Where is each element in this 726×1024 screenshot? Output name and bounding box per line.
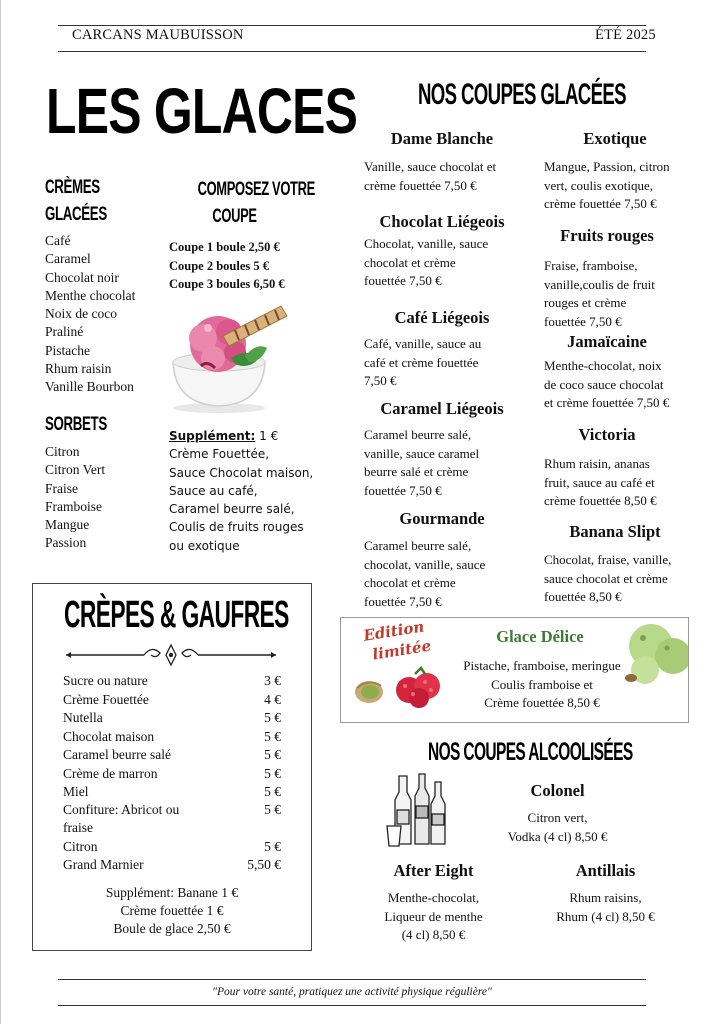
coupe-antillais	[538, 861, 673, 926]
coupe-name: Victoria	[578, 425, 636, 444]
coupe-jamaicaine	[532, 332, 682, 413]
crepe-item: fraise	[63, 820, 93, 835]
crepe-supplement: Supplément: Banane 1 €	[105, 885, 239, 900]
coupe-description: Citron vert, Vodka (4 cl) 8,50 €	[507, 810, 608, 844]
coupe-victoria	[532, 425, 682, 511]
crepe-item: Crème de marron 5 €	[63, 766, 281, 781]
footer-health-notice: "Pour votre santé, pratiquez une activité physique régulière"	[212, 986, 492, 998]
ornament-divider-icon	[62, 643, 280, 667]
coupe-description: Rhum raisin, ananas fruit, sauce au café et crème fouettée 8,50 €	[544, 456, 657, 508]
page-title: LES GLACES	[46, 75, 358, 147]
pistachio-icon	[349, 670, 389, 710]
coupe-name: Gourmande	[399, 509, 485, 528]
footer-top-rule	[58, 979, 646, 980]
cremes-list	[45, 232, 135, 397]
coupe-description: Menthe-chocolat, noix de coco sauce chocolat et crème fouettée 7,50 €	[544, 358, 670, 410]
coupe-fruits-rouges	[532, 226, 682, 331]
supplement-item: Coulis de fruits rouges	[169, 520, 304, 535]
header-location: CARCANS MAUBUISSON	[72, 27, 244, 43]
list-item: Fraise	[45, 480, 78, 496]
crepe-item: Sucre ou nature 3 €	[63, 673, 281, 688]
compose-option: Coupe 2 boules 5 €	[169, 258, 270, 273]
crepes-heading: CRÈPES & GAUFRES	[64, 594, 289, 636]
list-item: Pistache	[45, 342, 90, 358]
coupe-name: After Eight	[393, 861, 474, 880]
crepe-supplement: Boule de glace 2,50 €	[113, 921, 231, 936]
supplement-item: Sauce Chocolat maison,	[169, 465, 314, 480]
coupe-cafe-liegeois	[356, 308, 528, 391]
list-item: Vanille Bourbon	[45, 379, 134, 395]
crepe-item: Miel 5 €	[63, 784, 281, 799]
coupe-description: Rhum raisins, Rhum (4 cl) 8,50 €	[556, 890, 655, 924]
coupe-chocolat-liegeois	[356, 212, 528, 291]
coupe-name: Banana Slipt	[569, 522, 661, 541]
liquor-bottles-icon	[385, 770, 453, 850]
coupe-description: Mangue, Passion, citron vert, coulis exotique, crème fouettée 7,50 €	[544, 159, 670, 211]
coupe-description: Caramel beurre salé, chocolat, vanille, sauce chocolat et crème fouettée 7,50 €	[364, 538, 486, 609]
compose-heading	[170, 176, 315, 230]
coupe-description: Chocolat, vanille, sauce chocolat et crème fouettée 7,50 €	[364, 236, 489, 288]
coupe-name: Jamaïcaine	[567, 332, 647, 351]
delice-name: Glace Délice	[496, 627, 584, 646]
crepe-item: Citron 5 €	[63, 839, 281, 854]
delice-description: Pistache, framboise, meringue Coulis framboise et Crème fouettée 8,50 €	[463, 658, 621, 710]
crepe-item: Nutella 5 €	[63, 710, 281, 725]
footer-bottom-rule	[58, 1005, 646, 1006]
coupes-heading: NOS COUPES GLACÉES	[418, 78, 626, 111]
coupe-name: Fruits rouges	[560, 226, 654, 245]
sorbets-list	[45, 443, 105, 553]
supplement-item: Caramel beurre salé,	[169, 502, 295, 517]
list-item: Chocolat noir	[45, 269, 119, 285]
list-item: Praliné	[45, 324, 84, 340]
list-item: Citron	[45, 444, 80, 459]
coupe-name: Café Liégeois	[394, 308, 490, 327]
crepe-item: Crème Fouettée 4 €	[63, 692, 281, 707]
crepe-item: Confiture: Abricot ou 5 €	[63, 802, 281, 817]
supplement-item: Crème Fouettée,	[169, 447, 270, 462]
coupe-banana-split	[540, 522, 690, 607]
coupe-name: Colonel	[530, 781, 585, 800]
coupe-name: Antillais	[575, 861, 636, 880]
badge-line1: Edition	[362, 617, 426, 645]
coupe-name: Caramel Liégeois	[380, 399, 504, 418]
list-item: Citron Vert	[45, 462, 106, 478]
list-item: Mangue	[45, 517, 90, 533]
supplement-item: ou exotique	[169, 538, 240, 553]
crepe-item: Grand Marnier 5,50 €	[63, 857, 281, 872]
compose-heading-line1: COMPOSEZ VOTRE	[197, 179, 315, 200]
coupe-description: Fraise, framboise, vanille,coulis de fruit rouges et crème fouettée 7,50 €	[544, 258, 655, 329]
list-item: Framboise	[45, 498, 102, 514]
header-season: ÉTÉ 2025	[595, 27, 656, 43]
coupe-description: Chocolat, fraise, vanille, sauce chocolat et crème fouettée 8,50 €	[544, 552, 672, 604]
sorbets-heading: SORBETS	[45, 414, 107, 435]
coupe-description: Menthe-chocolat, Liqueur de menthe (4 cl) 8,50 €	[384, 890, 483, 942]
coupe-caramel-liegeois	[356, 399, 528, 500]
coupe-exotique	[540, 129, 690, 214]
compose-options	[169, 238, 285, 294]
cremes-heading	[45, 174, 107, 228]
coupe-name: Exotique	[583, 129, 647, 148]
header-top-rule	[58, 25, 646, 26]
coupe-name: Dame Blanche	[390, 129, 494, 148]
supplement-item: Sauce au café,	[169, 483, 258, 498]
supplement-label: Supplément:	[169, 429, 256, 443]
supplement-price: 1 €	[255, 429, 279, 443]
coupe-gourmande	[356, 509, 528, 611]
badge-line2: limitée	[371, 636, 433, 664]
list-item: Café	[45, 233, 71, 248]
crepe-item: Chocolat maison 5 €	[63, 729, 281, 744]
cremes-heading-line2: GLACÉES	[45, 204, 107, 225]
supplement-block	[169, 427, 313, 555]
raspberries-icon	[393, 664, 445, 710]
crepe-item: Caramel beurre salé 5 €	[63, 747, 281, 762]
coupe-dame-blanche	[356, 129, 528, 195]
coupe-colonel	[490, 781, 625, 846]
coupe-description: Caramel beurre salé, vanille, sauce caramel beurre salé et crème fouettée 7,50 €	[364, 427, 480, 498]
coupe-description: Café, vanille, sauce au café et crème fouettée 7,50 €	[364, 336, 482, 388]
compose-option: Coupe 1 boule 2,50 €	[169, 240, 280, 254]
compose-option: Coupe 3 boules 6,50 €	[169, 277, 285, 291]
list-item: Menthe chocolat	[45, 287, 136, 303]
list-item: Caramel	[45, 251, 91, 267]
alcool-heading: NOS COUPES ALCOOLISÉES	[428, 738, 633, 766]
coupe-description: Vanille, sauce chocolat et crème fouettée 7,50 €	[364, 159, 497, 193]
page-edge	[0, 0, 1, 1024]
list-item: Passion	[45, 535, 87, 551]
compose-heading-line2: COUPE	[212, 206, 258, 227]
list-item: Noix de coco	[45, 306, 117, 322]
coupe-after-eight	[366, 861, 501, 945]
crepe-supplement: Crème fouettée 1 €	[120, 903, 224, 918]
cremes-heading-line1: CRÈMES	[45, 177, 100, 198]
coupe-name: Chocolat Liégeois	[379, 212, 505, 231]
list-item: Rhum raisin	[45, 361, 112, 377]
header-bottom-rule	[58, 51, 646, 52]
ice-cream-cup-icon	[163, 300, 307, 416]
